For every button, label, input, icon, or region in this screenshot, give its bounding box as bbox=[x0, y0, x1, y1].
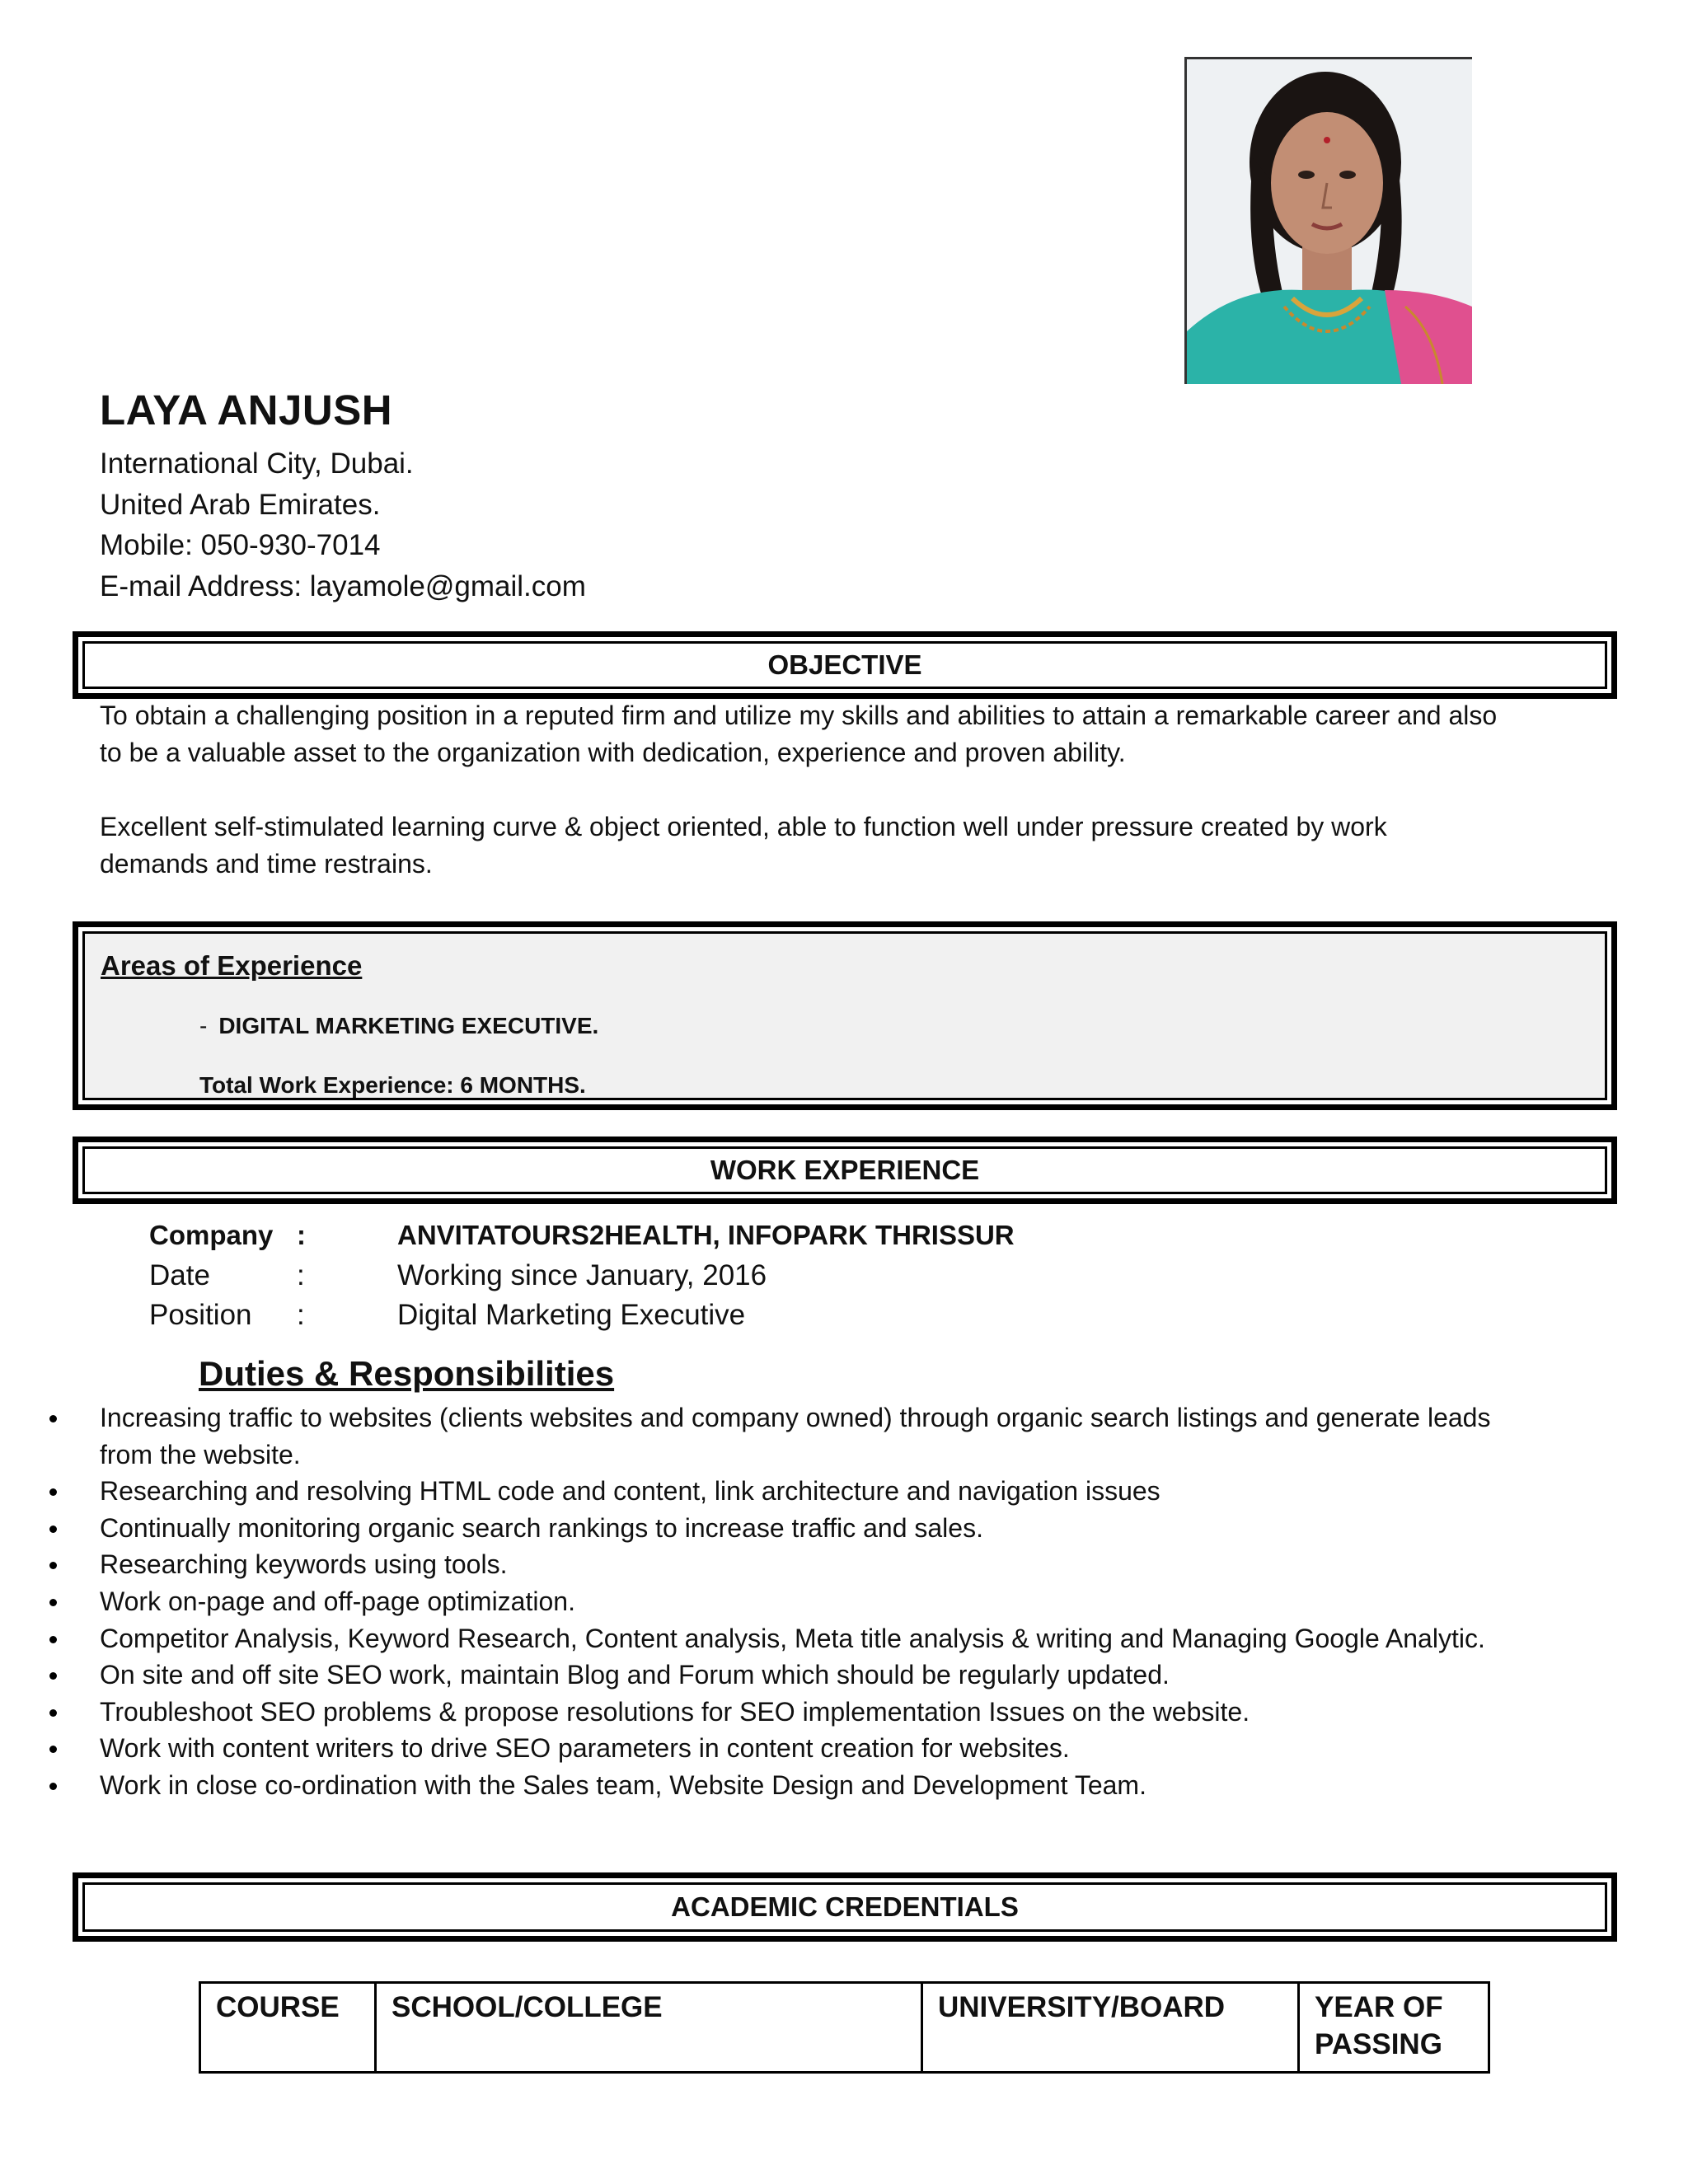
duties-title: Duties & Responsibilities bbox=[199, 1354, 615, 1393]
candidate-name: LAYA ANJUSH bbox=[100, 387, 393, 434]
address-line-1: International City, Dubai. bbox=[100, 448, 414, 480]
objective-paragraph-2 bbox=[100, 808, 1600, 883]
address-line-2: United Arab Emirates. bbox=[100, 488, 381, 521]
list-item: On site and off site SEO work, maintain Blog and Forum which should be regularly updated. bbox=[0, 1657, 1615, 1694]
position-colon: : bbox=[297, 1299, 305, 1331]
table-header-cell: COURSE bbox=[200, 1983, 376, 2073]
duties-list bbox=[0, 1399, 1615, 1804]
table-header-cell: SCHOOL/COLLEGE bbox=[376, 1983, 922, 2073]
objective-heading-box bbox=[73, 631, 1617, 699]
company-label: Company bbox=[149, 1220, 274, 1250]
list-item: Work in close co-ordination with the Sales team, Website Design and Development Team. bbox=[0, 1767, 1615, 1804]
company-colon: : bbox=[297, 1220, 306, 1250]
contact-block bbox=[100, 443, 586, 607]
list-item: Competitor Analysis, Keyword Research, Content analysis, Meta title analysis & writing and Managing Google Analytic. bbox=[0, 1620, 1615, 1657]
table-header-cell: UNIVERSITY/BOARD bbox=[922, 1983, 1299, 2073]
academic-heading: ACADEMIC CREDENTIALS bbox=[82, 1882, 1607, 1932]
objective-paragraph-1 bbox=[100, 697, 1600, 771]
objective-line: Excellent self-stimulated learning curve & object oriented, able to function well under pressure created by work bbox=[100, 812, 1387, 841]
table-header-cell: YEAR OF PASSING bbox=[1299, 1983, 1489, 2073]
objective-line: demands and time restrains. bbox=[100, 849, 433, 879]
list-item: Increasing traffic to websites (clients websites and company owned) through organic search listings and generate leads bbox=[0, 1399, 1615, 1436]
list-item: Researching and resolving HTML code and content, link architecture and navigation issues bbox=[0, 1473, 1615, 1510]
areas-dash: - bbox=[199, 1013, 208, 1038]
list-item: Troubleshoot SEO problems & propose resolutions for SEO implementation Issues on the website. bbox=[0, 1694, 1615, 1731]
academic-heading-box bbox=[73, 1872, 1617, 1942]
list-item: Researching keywords using tools. bbox=[0, 1546, 1615, 1583]
objective-line: to be a valuable asset to the organization with dedication, experience and proven ability. bbox=[100, 738, 1126, 767]
areas-item bbox=[199, 1013, 598, 1039]
objective-line: To obtain a challenging position in a reputed firm and utilize my skills and abilities to attain a remarkable career and also bbox=[100, 701, 1498, 730]
date-value: Working since January, 2016 bbox=[397, 1259, 767, 1291]
total-experience: Total Work Experience: 6 MONTHS. bbox=[199, 1072, 586, 1098]
mobile-number: Mobile: 050-930-7014 bbox=[100, 529, 381, 561]
profile-photo bbox=[1184, 57, 1472, 384]
areas-item-text: DIGITAL MARKETING EXECUTIVE. bbox=[218, 1013, 599, 1038]
areas-of-experience-box bbox=[73, 921, 1617, 1110]
objective-heading: OBJECTIVE bbox=[82, 641, 1607, 689]
academic-table bbox=[199, 1981, 1490, 2074]
work-heading: WORK EXPERIENCE bbox=[82, 1146, 1607, 1194]
list-item: Continually monitoring organic search rankings to increase traffic and sales. bbox=[0, 1510, 1615, 1547]
list-item-continuation: from the website. bbox=[100, 1439, 301, 1469]
date-colon: : bbox=[297, 1259, 305, 1291]
date-label: Date bbox=[149, 1259, 210, 1291]
table-header-row bbox=[200, 1983, 1489, 2073]
list-item: Work on-page and off-page optimization. bbox=[0, 1583, 1615, 1620]
profile-photo-icon bbox=[1187, 59, 1472, 384]
position-value: Digital Marketing Executive bbox=[397, 1299, 746, 1331]
list-item: Work with content writers to drive SEO parameters in content creation for websites. bbox=[0, 1730, 1615, 1767]
company-value: ANVITATOURS2HEALTH, INFOPARK THRISSUR bbox=[397, 1220, 1015, 1250]
position-label: Position bbox=[149, 1299, 252, 1331]
work-heading-box bbox=[73, 1137, 1617, 1204]
email-address: E-mail Address: layamole@gmail.com bbox=[100, 569, 586, 602]
areas-title: Areas of Experience bbox=[101, 950, 363, 981]
